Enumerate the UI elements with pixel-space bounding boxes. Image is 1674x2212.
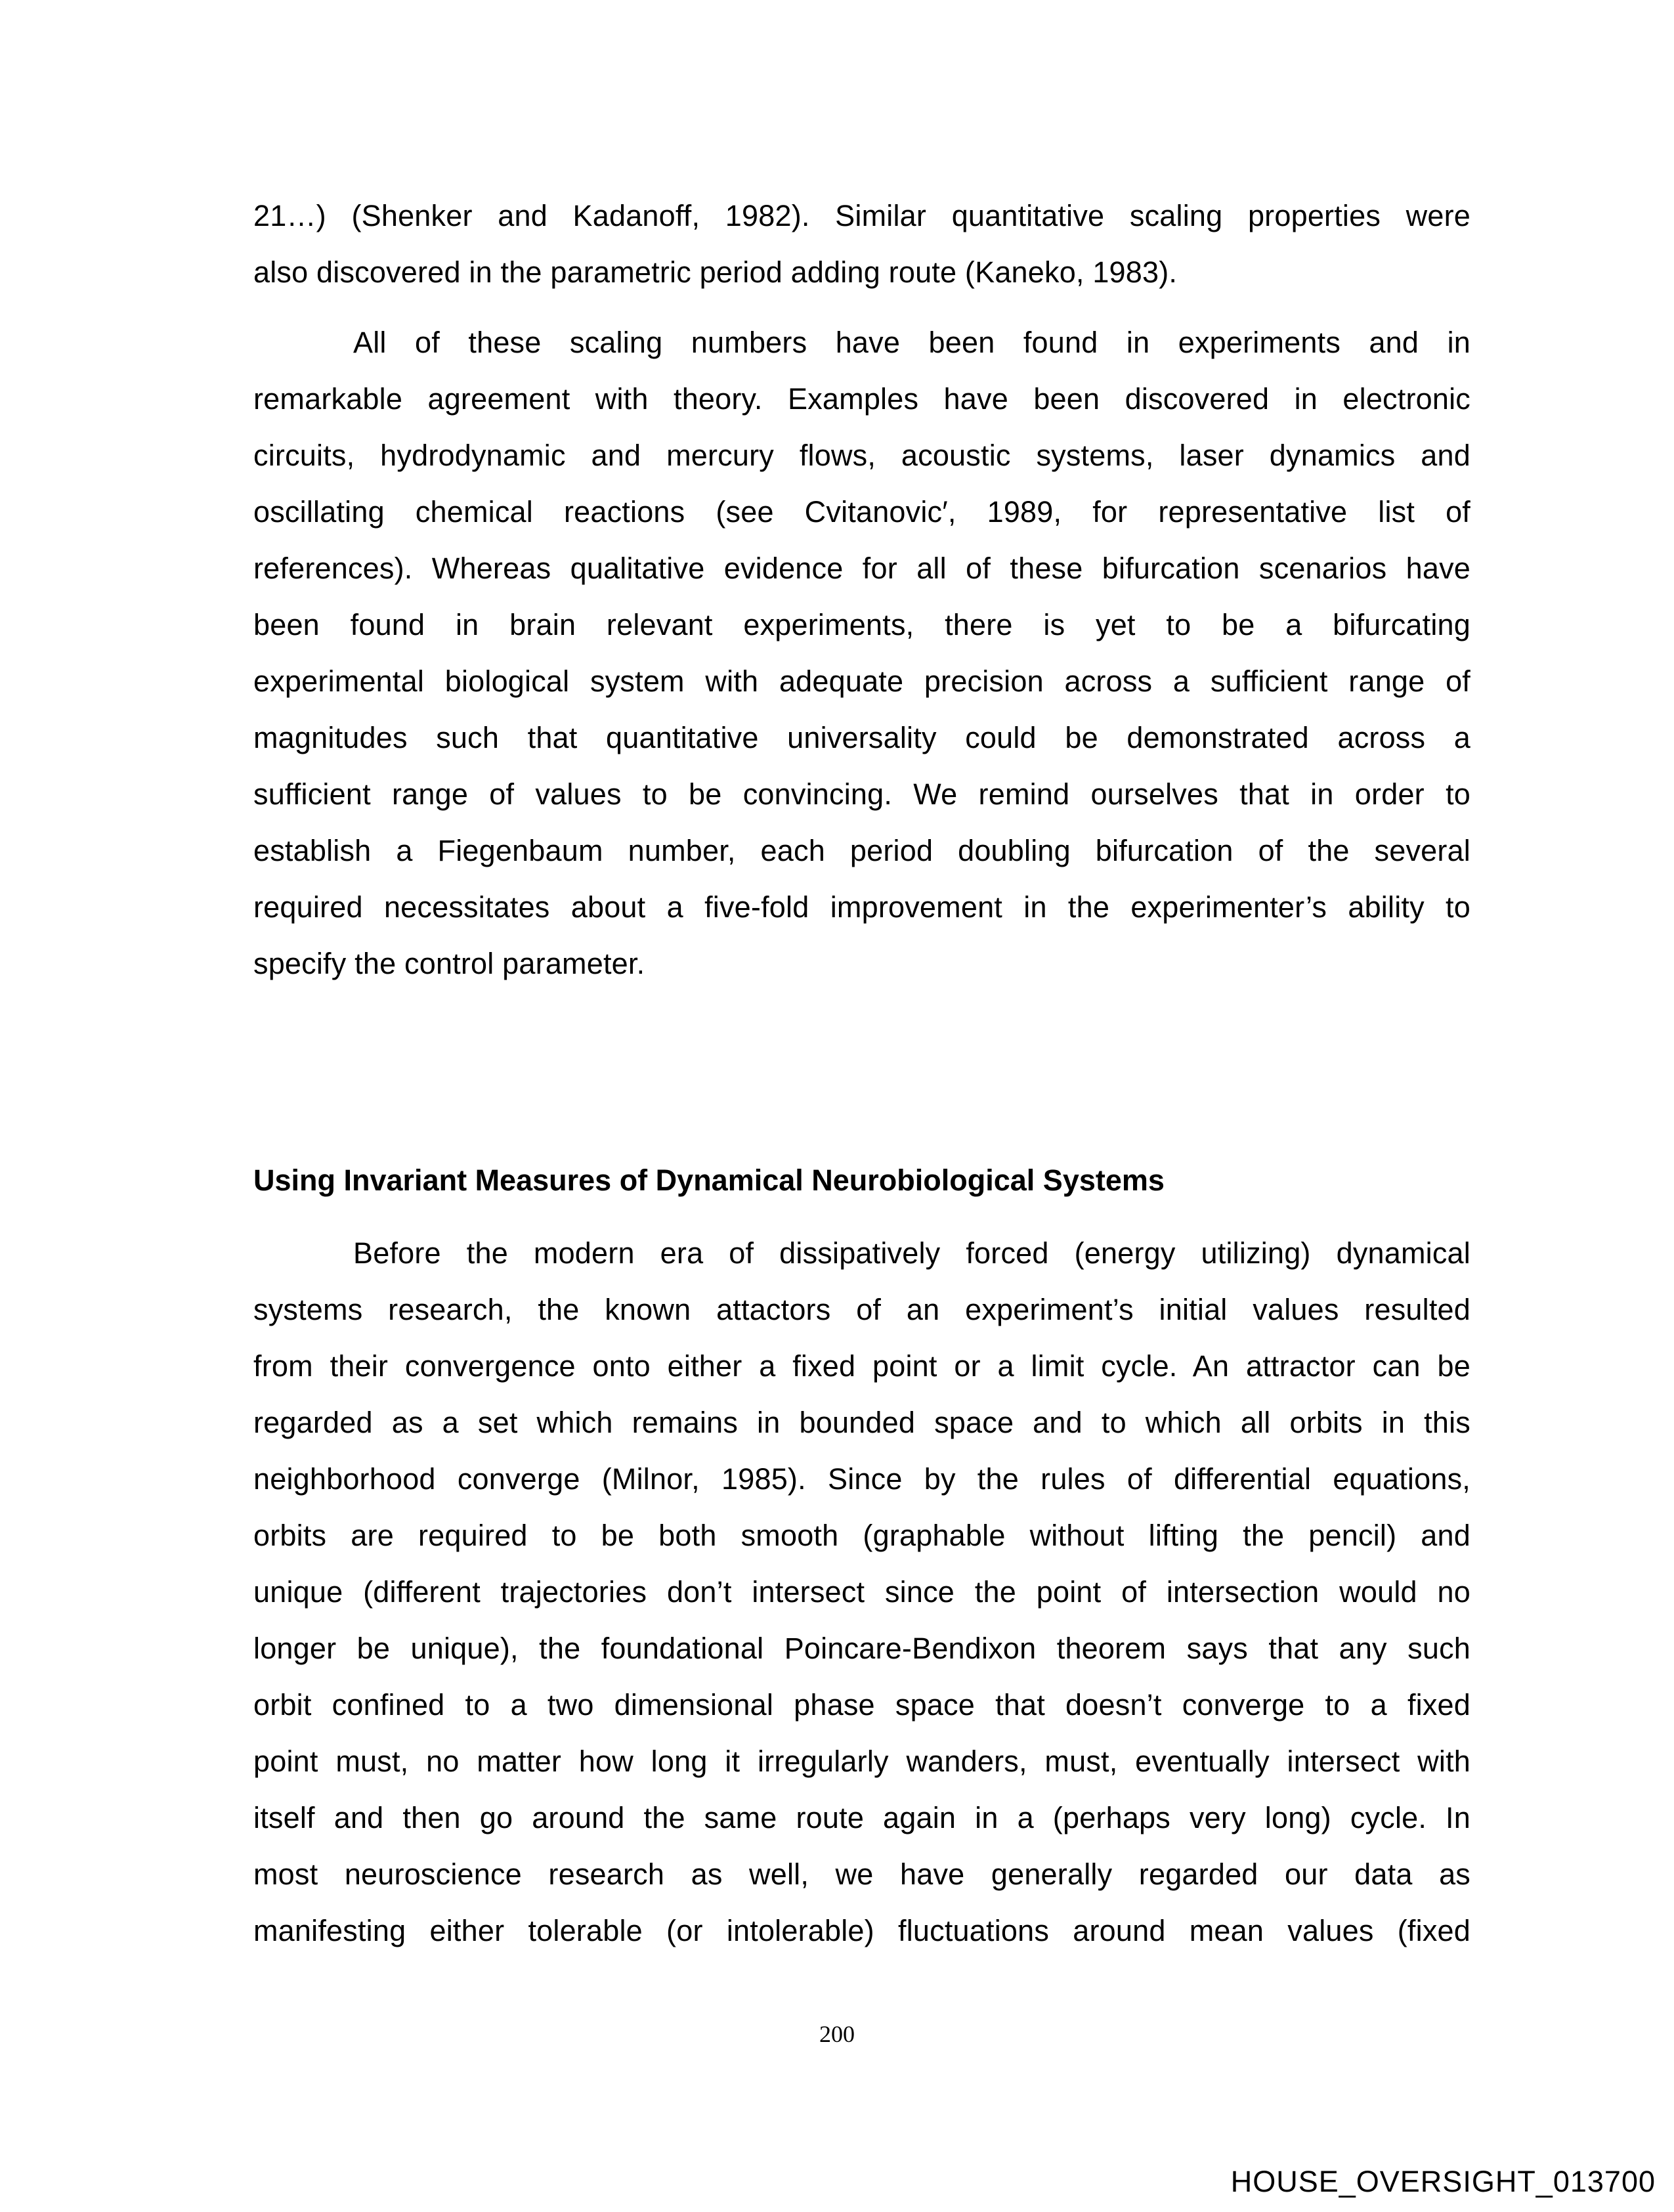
paragraph-2 [253,314,1470,992]
text-line: 21…) (Shenker and Kadanoff, 1982). Similar quantitative scaling properties were [253,199,1470,232]
text-line: sufficient range of values to be convincing. We remind ourselves that in order to [253,777,1470,811]
text-line: regarded as a set which remains in bounded space and to which all orbits in this [253,1406,1470,1439]
text-line: oscillating chemical reactions (see Cvitanovic′, 1989, for representative list of [253,495,1470,529]
bates-stamp: HOUSE_OVERSIGHT_013700 [1230,2165,1656,2198]
text-line: manifesting either tolerable (or intolerable) fluctuations around mean values (fixed [253,1914,1470,1947]
text-line: magnitudes such that quantitative universality could be demonstrated across a [253,721,1470,754]
text-line: longer be unique), the foundational Poincare-Bendixon theorem says that any such [253,1632,1470,1665]
text-line: unique (different trajectories don’t intersect since the point of intersection would no [253,1575,1470,1609]
text-line: Before the modern era of dissipatively forced (energy utilizing) dynamical [353,1236,1470,1270]
text-line: references). Whereas qualitative evidence for all of these bifurcation scenarios have [253,552,1470,585]
paragraph-1 [253,188,1470,301]
text-line: also discovered in the parametric period adding route (Kaneko, 1983). [253,255,1178,289]
text-line: orbits are required to be both smooth (graphable without lifting the pencil) and [253,1519,1470,1552]
text-line: systems research, the known attactors of an experiment’s initial values resulted [253,1293,1470,1326]
text-line: point must, no matter how long it irregularly wanders, must, eventually intersect with [253,1745,1470,1778]
paragraph-3 [253,1225,1470,1959]
text-line: itself and then go around the same route again in a (perhaps very long) cycle. In [253,1801,1470,1834]
text-line: required necessitates about a five-fold improvement in the experimenter’s ability to [253,890,1470,924]
text-line: circuits, hydrodynamic and mercury flows, acoustic systems, laser dynamics and [253,439,1470,472]
text-line: from their convergence onto either a fixed point or a limit cycle. An attractor can be [253,1349,1470,1383]
text-line: remarkable agreement with theory. Examples have been discovered in electronic [253,382,1470,416]
text-line: been found in brain relevant experiments, there is yet to be a bifurcating [253,608,1470,641]
text-line: orbit confined to a two dimensional phase space that doesn’t converge to a fixed [253,1688,1470,1722]
text-line: All of these scaling numbers have been found in experiments and in [353,326,1470,359]
section-heading: Using Invariant Measures of Dynamical Neurobiological Systems [253,1163,1165,1197]
text-line: specify the control parameter. [253,947,645,980]
text-line: establish a Fiegenbaum number, each period doubling bifurcation of the several [253,834,1470,867]
text-line: neighborhood converge (Milnor, 1985). Since by the rules of differential equations, [253,1462,1470,1496]
text-line: most neuroscience research as well, we have generally regarded our data as [253,1857,1470,1891]
text-line: experimental biological system with adequate precision across a sufficient range of [253,664,1470,698]
page-number: 200 [819,2021,855,2047]
